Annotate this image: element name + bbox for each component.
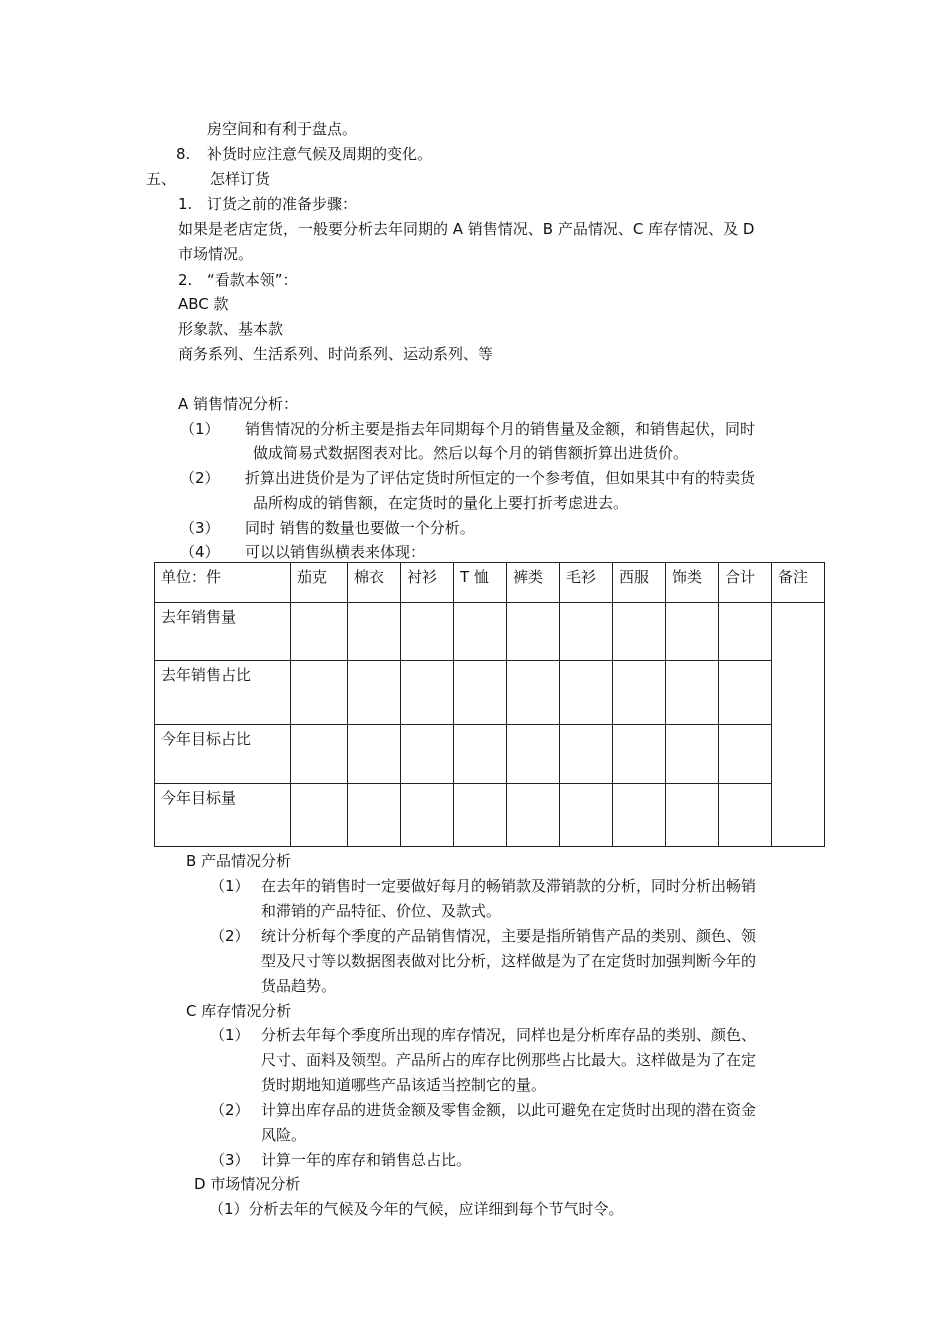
table-cell <box>454 784 507 847</box>
table-cell <box>613 603 666 661</box>
table-header-row <box>155 563 825 603</box>
table-cell <box>291 784 348 847</box>
table-cell <box>348 603 401 661</box>
list-number: （3） <box>180 519 220 537</box>
table-header-cell: 茄克 <box>291 563 348 603</box>
table-cell <box>507 725 560 784</box>
table-cell <box>719 784 772 847</box>
paragraph-line: 如果是老店定货，一般要分析去年同期的 A 销售情况、B 产品情况、C 库存情况、及 D <box>178 220 755 238</box>
list-item: 销售情况的分析主要是指去年同期每个月的销售量及金额，和销售起伏，同时 <box>245 420 756 438</box>
subsection-heading: D 市场情况分析 <box>194 1175 301 1193</box>
list-item-cont: 品所构成的销售额，在定货时的量化上要打折考虑进去。 <box>253 494 629 512</box>
list-item: 计算出库存品的进货金额及零售金额，以此可避免在定货时出现的潜在资金 <box>261 1101 757 1119</box>
list-item: 同时 销售的数量也要做一个分析。 <box>245 519 475 537</box>
table-header-cell: 西服 <box>613 563 666 603</box>
list-number: 1. <box>178 195 193 213</box>
sales-table <box>154 562 825 847</box>
section-heading: 怎样订货 <box>210 170 271 188</box>
table-cell <box>666 725 719 784</box>
table-cell <box>291 603 348 661</box>
table-cell <box>507 784 560 847</box>
subsection-heading: C 库存情况分析 <box>186 1002 292 1020</box>
list-number: 2. <box>178 271 193 289</box>
row-label: 去年销售占比 <box>155 661 291 725</box>
table-cell <box>348 725 401 784</box>
table-cell <box>666 603 719 661</box>
table-cell <box>560 603 613 661</box>
table-cell <box>454 603 507 661</box>
list-item: 计算一年的库存和销售总占比。 <box>261 1151 472 1169</box>
list-item-cont: 型及尺寸等以数据图表做对比分析，这样做是为了在定货时加强判断今年的 <box>261 952 757 970</box>
section-number: 五、 <box>146 170 177 188</box>
table-cell <box>719 661 772 725</box>
table-cell <box>560 661 613 725</box>
list-item-cont: 和滞销的产品特征、价位、及款式。 <box>261 902 502 920</box>
list-number: （2） <box>180 469 220 487</box>
text-line: 房空间和有利于盘点。 <box>207 120 358 138</box>
table-header-cell: 合计 <box>719 563 772 603</box>
row-label: 今年目标占比 <box>155 725 291 784</box>
list-item-cont: 尺寸、面料及领型。产品所占的库存比例那些占比最大。这样做是为了在定 <box>261 1051 757 1069</box>
list-number: （1） <box>180 420 220 438</box>
table-cell <box>613 725 666 784</box>
list-item: “看款本领”： <box>207 271 298 289</box>
table-row <box>155 725 825 784</box>
table-cell <box>291 725 348 784</box>
list-item: 订货之前的准备步骤： <box>207 195 358 213</box>
list-number: 8. <box>176 145 191 163</box>
text-line: ABC 款 <box>178 295 229 313</box>
table-cell <box>291 661 348 725</box>
table-cell <box>613 661 666 725</box>
table-cell <box>348 784 401 847</box>
table-row <box>155 661 825 725</box>
subsection-heading: B 产品情况分析 <box>186 852 292 870</box>
list-item-cont: 做成简易式数据图表对比。然后以每个月的销售额折算出进货价。 <box>253 444 689 462</box>
list-item: 补货时应注意气候及周期的变化。 <box>207 145 433 163</box>
list-number: （3） <box>210 1151 250 1169</box>
list-item-cont: 货时期地知道哪些产品该适当控制它的量。 <box>261 1076 547 1094</box>
table-header-cell: T 恤 <box>454 563 507 603</box>
paragraph-line: 市场情况。 <box>178 245 254 263</box>
table-header-cell: 毛衫 <box>560 563 613 603</box>
list-item: 分析去年每个季度所出现的库存情况，同样也是分析库存品的类别、颜色、 <box>261 1026 757 1044</box>
table-header-cell: 棉衣 <box>348 563 401 603</box>
list-item-cont: 货品趋势。 <box>261 977 337 995</box>
table-cell <box>560 725 613 784</box>
table-cell <box>348 661 401 725</box>
list-number: （4） <box>180 543 220 561</box>
table-cell <box>401 661 454 725</box>
text-line: 形象款、基本款 <box>178 320 284 338</box>
table-cell <box>719 725 772 784</box>
table-header-cell: 饰类 <box>666 563 719 603</box>
list-number: （2） <box>210 927 250 945</box>
list-number: （1） <box>210 877 250 895</box>
list-item: （1）分析去年的气候及今年的气候，应详细到每个节气时令。 <box>209 1200 624 1218</box>
table-cell <box>454 725 507 784</box>
table-cell <box>719 603 772 661</box>
table-cell <box>507 603 560 661</box>
subsection-heading: A 销售情况分析： <box>178 395 299 413</box>
table-cell <box>401 603 454 661</box>
list-item-cont: 风险。 <box>261 1126 307 1144</box>
text-line: 商务系列、生活系列、时尚系列、运动系列、等 <box>178 345 494 363</box>
table-header-cell: 备注 <box>772 563 825 603</box>
list-item: 可以以销售纵横表来体现： <box>245 543 426 561</box>
table-cell <box>401 784 454 847</box>
remarks-cell <box>772 603 825 847</box>
list-number: （1） <box>210 1026 250 1044</box>
table-cell <box>666 661 719 725</box>
list-item: 在去年的销售时一定要做好每月的畅销款及滞销款的分析，同时分析出畅销 <box>261 877 757 895</box>
list-item: 统计分析每个季度的产品销售情况，主要是指所销售产品的类别、颜色、领 <box>261 927 757 945</box>
row-label: 今年目标量 <box>155 784 291 847</box>
table-cell <box>560 784 613 847</box>
row-label: 去年销售量 <box>155 603 291 661</box>
list-item: 折算出进货价是为了评估定货时所恒定的一个参考值，但如果其中有的特卖货 <box>245 469 756 487</box>
table-row <box>155 603 825 661</box>
table-cell <box>454 661 507 725</box>
list-number: （2） <box>210 1101 250 1119</box>
table-cell <box>613 784 666 847</box>
table-row <box>155 784 825 847</box>
table-header-cell: 裤类 <box>507 563 560 603</box>
table-header-cell: 衬衫 <box>401 563 454 603</box>
table-header-cell: 单位：件 <box>155 563 291 603</box>
table-cell <box>401 725 454 784</box>
table-cell <box>666 784 719 847</box>
table-cell <box>507 661 560 725</box>
